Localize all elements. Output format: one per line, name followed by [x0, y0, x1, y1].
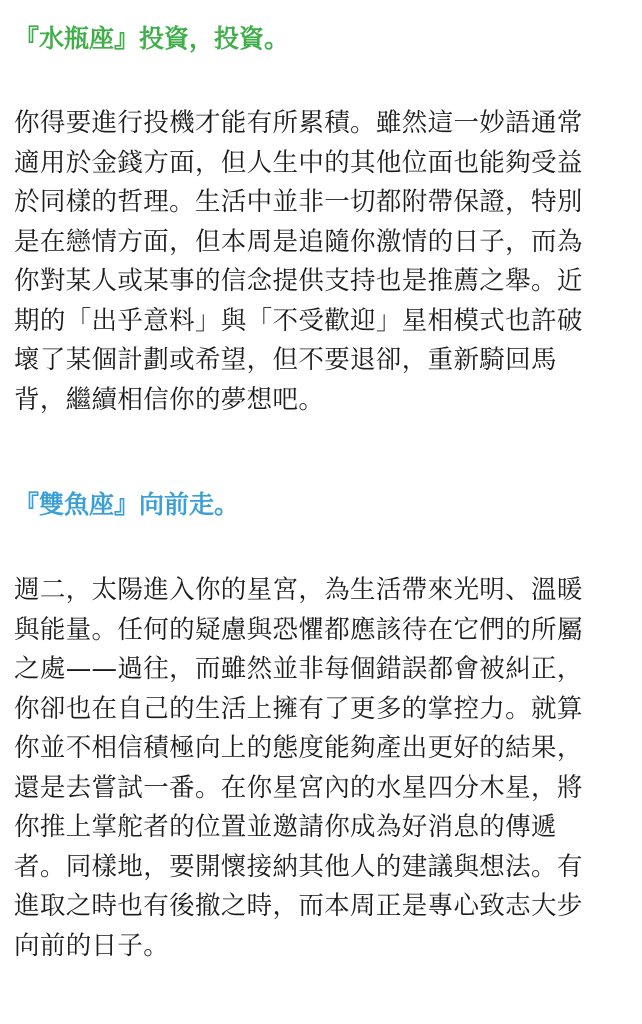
paragraph-line: 適用於金錢方面，但人生中的其他位面也能夠受益 — [14, 147, 583, 178]
paragraph-line: 進取之時也有後撤之時，而本周正是專心致志大步 — [14, 891, 583, 921]
paragraph-line: 背，繼續相信你的夢想吧。 — [14, 384, 325, 415]
paragraph-line: 你對某人或某事的信念提供支持也是推薦之舉。近 — [14, 266, 583, 296]
paragraph-line: 你得要進行投機才能有所累積。雖然這一妙語通常 — [14, 108, 583, 138]
paragraph-line: 與能量。任何的疑慮與恐懼都應該待在它們的所屬 — [14, 614, 583, 645]
pisces-heading: 『雙魚座』向前走。 — [14, 490, 240, 519]
paragraph-line: 於同樣的哲理。生活中並非一切都附帶保證，特別 — [14, 187, 583, 217]
paragraph-line: 是在戀情方面，但本周是追隨你激情的日子，而為 — [14, 226, 583, 257]
aquarius-paragraph — [14, 104, 634, 420]
paragraph-line: 之處——過往，而雖然並非每個錯誤都會被糾正， — [14, 654, 583, 684]
paragraph-line: 你推上掌舵者的位置並邀請你成為好消息的傳遞 — [14, 812, 557, 842]
paragraph-line: 還是去嘗試一番。在你星宮內的水星四分木星，將 — [14, 772, 583, 803]
pisces-paragraph — [14, 571, 634, 966]
paragraph-line: 向前的日子。 — [14, 930, 170, 961]
paragraph-line: 期的「出乎意料」與「不受歡迎」星相模式也許破 — [14, 305, 583, 336]
paragraph-line: 你卻也在自己的生活上擁有了更多的掌控力。就算 — [14, 693, 583, 724]
aquarius-heading: 『水瓶座』投資，投資。 — [14, 24, 290, 53]
paragraph-line: 你並不相信積極向上的態度能夠產出更好的結果， — [14, 733, 583, 763]
paragraph-line: 壞了某個計劃或希望，但不要退卻，重新騎回馬 — [14, 345, 557, 375]
paragraph-line: 者。同樣地，要開懷接納其他人的建議與想法。有 — [14, 851, 583, 882]
paragraph-line: 週二，太陽進入你的星宮，為生活帶來光明、溫暖 — [14, 575, 583, 605]
